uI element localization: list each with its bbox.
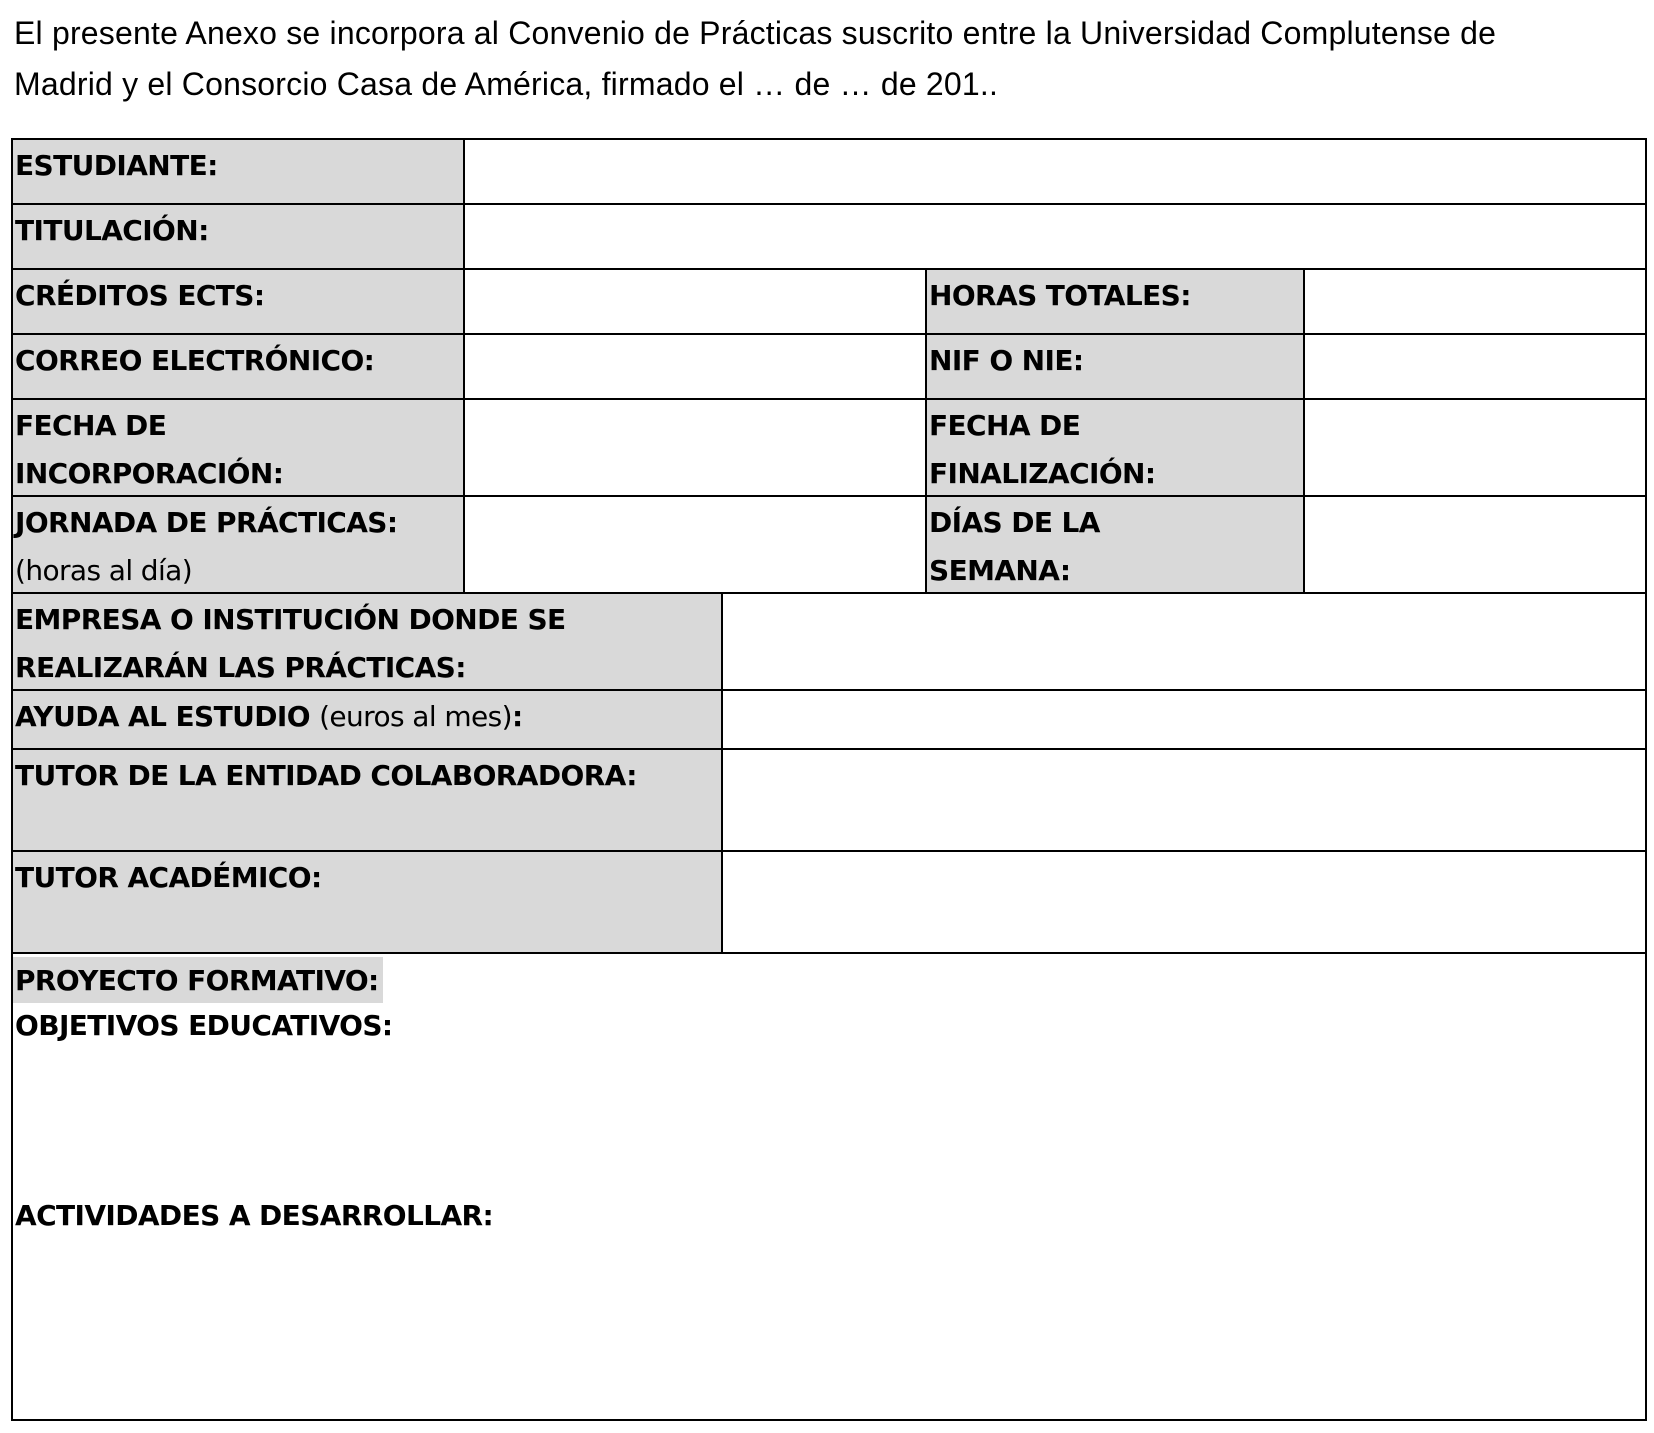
column-divider bbox=[1303, 270, 1305, 594]
label-ayuda-colon: : bbox=[511, 700, 523, 733]
label-fecha-incorporacion-line-1: FECHA DE bbox=[15, 409, 167, 442]
label-actividades-desarrollar: ACTIVIDADES A DESARROLLAR: bbox=[15, 1199, 494, 1232]
label-fecha-incorporacion-line-2: INCORPORACIÓN: bbox=[15, 457, 284, 490]
row-divider bbox=[13, 850, 1645, 852]
label-dias-semana-line-1: DÍAS DE LA bbox=[929, 506, 1100, 539]
field-tutor-entidad[interactable] bbox=[723, 750, 1645, 852]
field-correo-electronico[interactable] bbox=[465, 335, 925, 400]
label-jornada-practicas bbox=[13, 497, 463, 594]
field-dias-semana[interactable] bbox=[1305, 497, 1645, 594]
label-jornada-practicas-note: (horas al día) bbox=[15, 554, 193, 587]
row-divider bbox=[13, 748, 1645, 750]
row-divider bbox=[13, 689, 1645, 691]
field-horas-totales[interactable] bbox=[1305, 270, 1645, 335]
row-divider bbox=[13, 333, 1645, 335]
row-divider bbox=[13, 268, 1645, 270]
intro-line-2: Madrid y el Consorcio Casa de América, firmado el … de … de 201.. bbox=[14, 66, 999, 102]
label-horas-totales: HORAS TOTALES: bbox=[927, 270, 1303, 335]
label-creditos-ects: CRÉDITOS ECTS: bbox=[13, 270, 463, 335]
field-objetivos-educativos[interactable] bbox=[15, 1052, 1641, 1188]
column-divider bbox=[463, 140, 465, 594]
field-tutor-academico[interactable] bbox=[723, 852, 1645, 954]
label-dias-semana bbox=[927, 497, 1303, 594]
label-estudiante: ESTUDIANTE: bbox=[13, 140, 463, 205]
label-fecha-incorporacion bbox=[13, 400, 463, 497]
label-tutor-entidad: TUTOR DE LA ENTIDAD COLABORADORA: bbox=[13, 750, 721, 852]
field-creditos-ects[interactable] bbox=[465, 270, 925, 335]
field-estudiante[interactable] bbox=[465, 140, 1645, 205]
label-empresa-line-2: REALIZARÁN LAS PRÁCTICAS: bbox=[15, 651, 466, 684]
field-fecha-finalizacion[interactable] bbox=[1305, 400, 1645, 497]
label-correo-electronico: CORREO ELECTRÓNICO: bbox=[13, 335, 463, 400]
intro-line-1: El presente Anexo se incorpora al Convenio de Prácticas suscrito entre la Universidad Complutense de bbox=[14, 15, 1497, 51]
field-empresa-institucion[interactable] bbox=[723, 594, 1645, 691]
column-divider bbox=[925, 270, 927, 594]
field-titulacion[interactable] bbox=[465, 205, 1645, 270]
field-ayuda-estudio[interactable] bbox=[723, 691, 1645, 750]
row-divider bbox=[13, 592, 1645, 594]
label-proyecto-formativo: PROYECTO FORMATIVO: bbox=[13, 957, 383, 1003]
label-objetivos-educativos: OBJETIVOS EDUCATIVOS: bbox=[15, 1009, 393, 1042]
row-divider bbox=[13, 203, 1645, 205]
label-ayuda-note: (euros al mes) bbox=[319, 700, 512, 733]
label-titulacion: TITULACIÓN: bbox=[13, 205, 463, 270]
field-fecha-incorporacion[interactable] bbox=[465, 400, 925, 497]
label-ayuda-title: AYUDA AL ESTUDIO bbox=[15, 700, 310, 733]
label-empresa-line-1: EMPRESA O INSTITUCIÓN DONDE SE bbox=[15, 603, 566, 636]
field-nif-nie[interactable] bbox=[1305, 335, 1645, 400]
label-nif-nie: NIF O NIE: bbox=[927, 335, 1303, 400]
field-jornada-practicas[interactable] bbox=[465, 497, 925, 594]
label-jornada-practicas-title: JORNADA DE PRÁCTICAS: bbox=[15, 506, 398, 539]
label-fecha-finalizacion bbox=[927, 400, 1303, 497]
internship-annex-form bbox=[11, 138, 1647, 1421]
label-fecha-finalizacion-line-2: FINALIZACIÓN: bbox=[929, 457, 1156, 490]
column-divider bbox=[721, 594, 723, 954]
label-tutor-academico: TUTOR ACADÉMICO: bbox=[13, 852, 721, 954]
label-dias-semana-line-2: SEMANA: bbox=[929, 554, 1071, 587]
label-empresa-institucion bbox=[13, 594, 721, 691]
intro-paragraph bbox=[14, 8, 1650, 110]
field-actividades-desarrollar[interactable] bbox=[15, 1242, 1641, 1417]
row-divider bbox=[13, 495, 1645, 497]
row-divider bbox=[13, 952, 1645, 954]
label-fecha-finalizacion-line-1: FECHA DE bbox=[929, 409, 1081, 442]
row-divider bbox=[13, 398, 1645, 400]
label-ayuda-estudio bbox=[13, 691, 721, 750]
